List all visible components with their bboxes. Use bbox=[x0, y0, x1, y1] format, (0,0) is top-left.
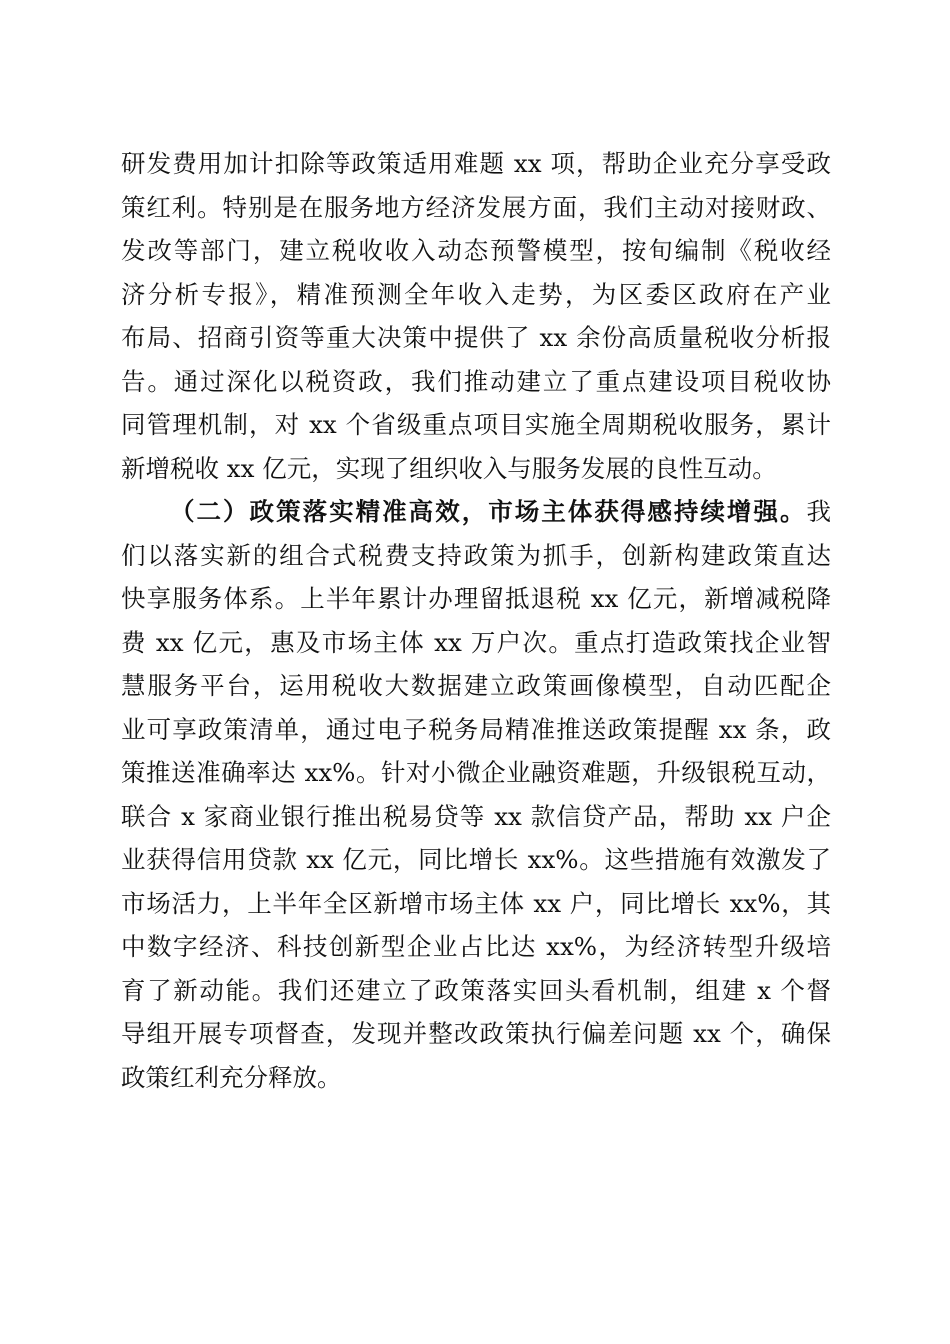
text-line: 们以落实新的组合式税费支持政策为抓手，创新构建政策直达 bbox=[121, 540, 831, 570]
paragraph-1 bbox=[121, 142, 831, 490]
text-line: 导组开展专项督查，发现并整改政策执行偏差问题 xx 个，确保 bbox=[121, 1019, 831, 1048]
text-line: 发改等部门，建立税收收入动态预警模型，按旬编制《税收经 bbox=[121, 236, 831, 265]
text-line: 联合 x 家商业银行推出税易贷等 xx 款信贷产品，帮助 xx 户企 bbox=[121, 801, 831, 831]
text-line: 业获得信用贷款 xx 亿元，同比增长 xx%。这些措施有效激发了 bbox=[121, 845, 831, 874]
text-line: 政策红利充分释放。 bbox=[121, 1062, 342, 1092]
text-line: 策推送准确率达 xx%。针对小微企业融资难题，升级银税互动， bbox=[121, 758, 831, 787]
text-line: 中数字经济、科技创新型企业占比达 xx%，为经济转型升级培 bbox=[121, 932, 831, 961]
text-line: 研发费用加计扣除等政策适用难题 xx 项，帮助企业充分享受政 bbox=[121, 149, 831, 178]
text-line: 策红利。特别是在服务地方经济发展方面，我们主动对接财政、 bbox=[121, 192, 831, 222]
text-line: 新增税收 xx 亿元，实现了组织收入与服务发展的良性互动。 bbox=[121, 453, 777, 483]
text-line: 育了新动能。我们还建立了政策落实回头看机制，组建 x 个督 bbox=[121, 975, 831, 1005]
text-line: 布局、招商引资等重大决策中提供了 xx 余份高质量税收分析报 bbox=[121, 323, 831, 352]
paragraph-2 bbox=[121, 490, 831, 1099]
text-line: 业可享政策清单，通过电子税务局精准推送政策提醒 xx 条，政 bbox=[121, 714, 831, 744]
text-line: 告。通过深化以税资政，我们推动建立了重点建设项目税收协 bbox=[121, 366, 831, 396]
text-line: 济分析专报》，精准预测全年收入走势，为区委区政府在产业 bbox=[121, 279, 831, 309]
text-line: 慧服务平台，运用税收大数据建立政策画像模型，自动匹配企 bbox=[121, 671, 831, 700]
section-heading: （二）政策落实精准高效，市场主体获得感持续增强。 bbox=[170, 497, 807, 526]
body-text bbox=[121, 142, 831, 1099]
text-line: 费 xx 亿元，惠及市场主体 xx 万户次。重点打造政策找企业智 bbox=[121, 627, 831, 657]
text-run: 我 bbox=[806, 497, 831, 526]
text-line: 同管理机制，对 xx 个省级重点项目实施全周期税收服务，累计 bbox=[121, 410, 831, 439]
text-line: 快享服务体系。上半年累计办理留抵退税 xx 亿元，新增减税降 bbox=[121, 584, 831, 613]
section-heading-line bbox=[121, 490, 831, 534]
text-line: 市场活力，上半年全区新增市场主体 xx 户，同比增长 xx%，其 bbox=[121, 888, 831, 918]
